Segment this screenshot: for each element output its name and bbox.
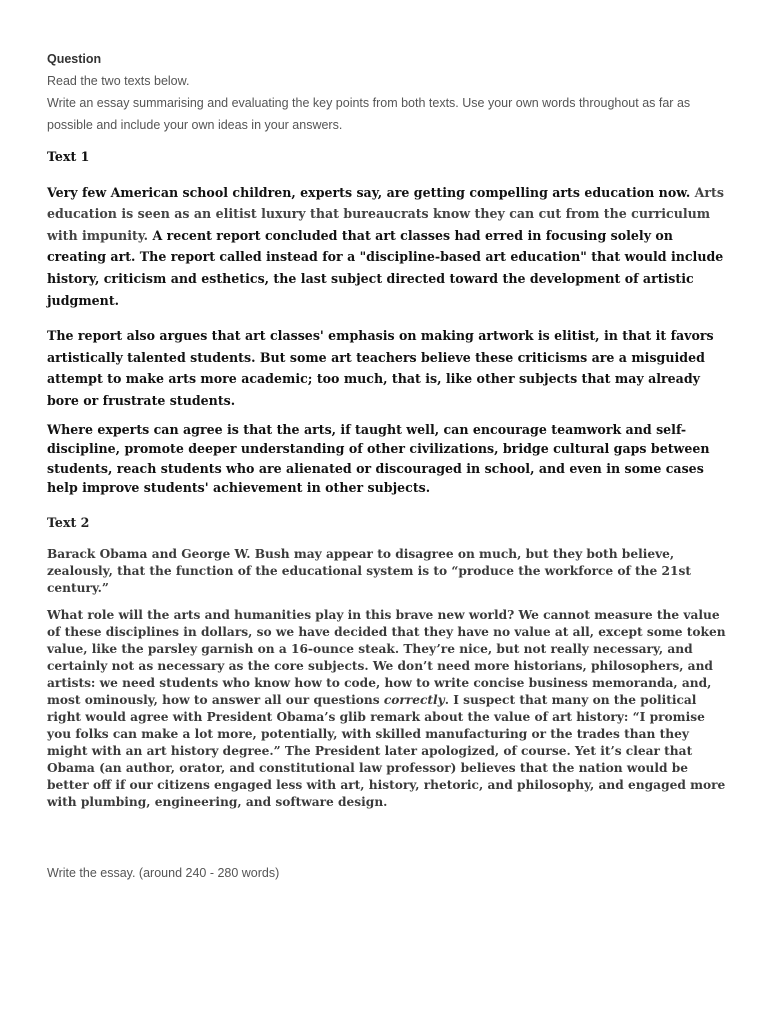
text2-paragraph-1: Barack Obama and George W. Bush may appear to disagree on much, but they both believe, zealously, that the function of the educational system is to “produce the workforce of the 21st century.” (47, 546, 691, 595)
question-line-2: Write an essay summarising and evaluating the key points from both texts. Use your own words throughout as far as possible and include your own ideas in your answers. (47, 96, 691, 132)
text2-p2-part-b: . I suspect that many on the political right would agree with President Obama’s glib remark about the value of art history: “I promise you folks can make a lot more, potentially, with skilled manufacturing or the trades than they might with an art history degree.” The President later apologized, of course. Yet it’s clear that Obama (an author, orator, and constitutional law professor) believes that the nation would be better off if our citizens engaged less with art, history, rhetoric, and philosophy, and engaged more with plumbing, engineering, and software design. (47, 692, 726, 809)
text2-p2-part-a: What role will the arts and humanities play in this brave new world? We cannot measure the value of these disciplines in dollars, so we have decided that they have no value at all, except some token value, like the parsley garnish on a 16-ounce steak. They’re nice, but not really necessary, and certainly not as necessary as the core subjects. We don’t need more historians, philosophers, and artists: we need students who know how to code, how to write concise business memoranda, and, most ominously, how to answer all our questions (47, 607, 726, 707)
text1-p1-sentence-a: Very few American school children, experts say, are getting compelling arts education now. (47, 184, 691, 200)
text2-paragraph-2 (47, 607, 729, 811)
text1-p1-sentence-c: A recent report concluded that art classes had erred in focusing solely on creating art. The report called instead for a "discipline-based art education" that would include history, criticism and esthetics, the last subject directed toward the development of artistic judgment. (47, 227, 724, 308)
text2-p2-italic: correctly (383, 692, 445, 707)
text1-heading: Text 1 (47, 149, 90, 164)
question-line-1: Read the two texts below. (47, 74, 190, 88)
text1-p1-sentence-b: Arts education is seen as an elitist luxury that bureaucrats know they can cut from the curriculum with impunity. (47, 184, 724, 243)
text1-section (47, 146, 729, 498)
question-title: Question (47, 52, 102, 66)
text1-paragraph-3: Where experts can agree is that the arts, if taught well, can encourage teamwork and self-discipline, promote deeper understanding of other civilizations, bridge cultural gaps between students, reach students who are alienated or discouraged in school, and even in some cases help improve students' achievement in other subjects. (47, 421, 710, 496)
text2-heading: Text 2 (47, 515, 90, 530)
question-section (47, 46, 729, 136)
text1-paragraph-1 (47, 182, 729, 312)
text1-paragraph-2: The report also argues that art classes' emphasis on making artwork is elitist, in that it favors artistically talented students. But some art teachers believe these criticisms are a misguided attempt to make arts more academic; too much, that is, like other subjects that may already bore or frustrate students. (47, 328, 714, 408)
text2-section (47, 512, 729, 811)
instruction-text: Write the essay. (around 240 - 280 words) (47, 866, 280, 880)
essay-instruction (47, 862, 729, 884)
